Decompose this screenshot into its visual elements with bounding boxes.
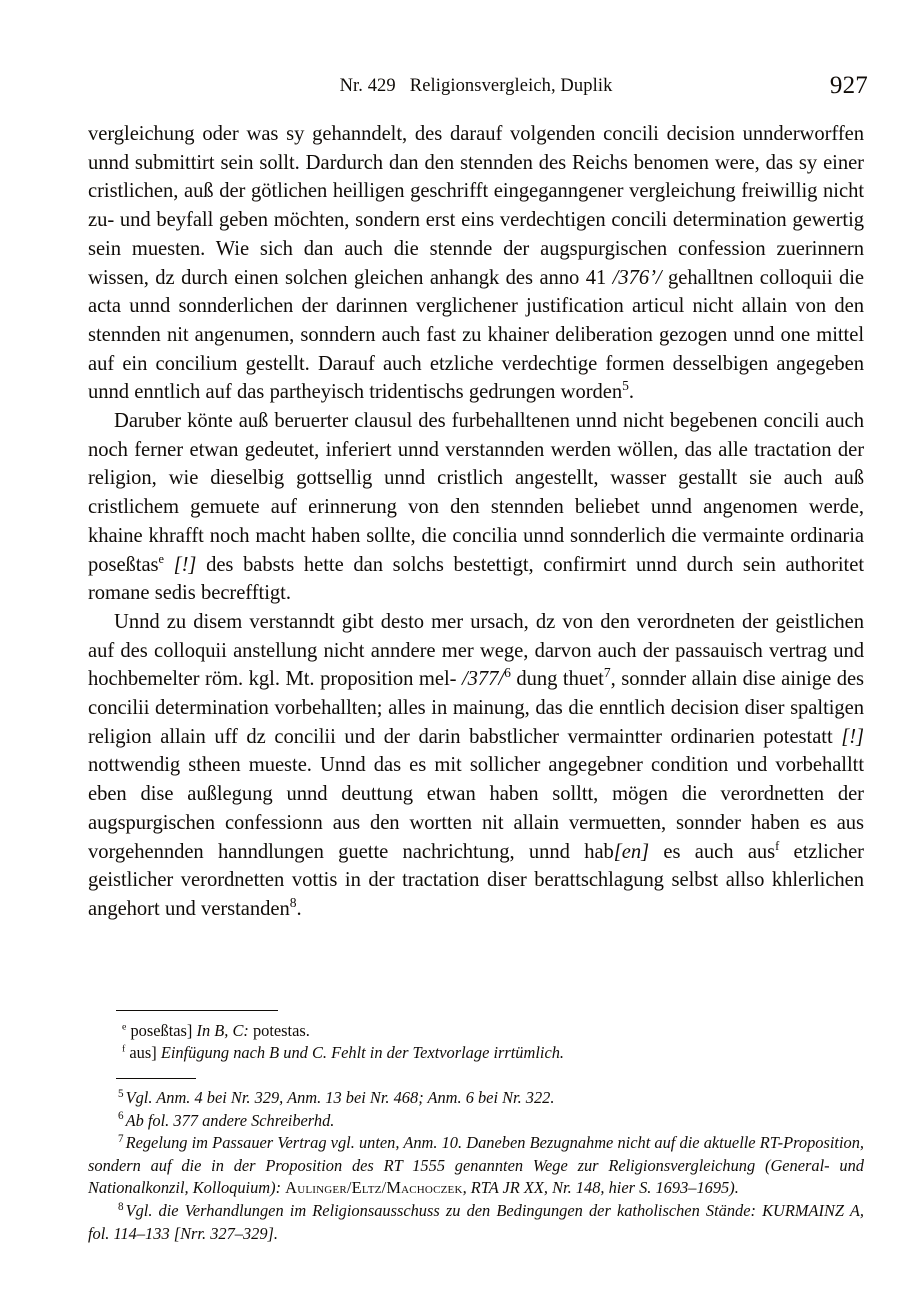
editorial-marker-sic-2: [!] — [841, 725, 864, 748]
apparatus-ref-f[interactable]: f — [775, 838, 780, 853]
document-title: Religionsvergleich, Duplik — [409, 76, 613, 96]
running-head-title — [88, 76, 864, 97]
footnotes-section — [88, 1078, 864, 1245]
footnote-number-7: 7 — [118, 1132, 124, 1145]
paragraph-1-text-part-3: . — [628, 381, 634, 404]
footnote-8-text-part-1: Vgl. die Verhandlungen im Religionsausschuss zu den Bedingungen der katholischen Stände: — [125, 1200, 763, 1220]
paragraph-3 — [88, 608, 864, 924]
running-head — [88, 72, 868, 106]
apparatus-ref-e[interactable]: e — [158, 551, 164, 566]
body-text — [88, 120, 864, 924]
apparatus-note-e — [88, 1020, 864, 1042]
editorial-supplement-en: [en] — [613, 840, 650, 863]
apparatus-lemma-f: aus] — [129, 1043, 157, 1063]
footnote-7-text-part-2: , RTA JR XX, Nr. 148, hier S. 1693–1695). — [462, 1178, 739, 1198]
paragraph-3-text-part-5: es auch aus — [649, 840, 776, 863]
paragraph-3-text-part-6: etzlicher geistlicher verordnetten vottis in der tractation diser berattschlagung selbst allso khlerlichen angehort und verstanden — [88, 840, 864, 920]
footnote-ref-6[interactable]: 6 — [504, 665, 511, 681]
paragraph-1-text-part-2: gehalltnen colloquii die acta unnd sonnderlichen der darinnen verglichener justification articul nicht allain von den stennden nit angenumen, sonndern auch fast zu khainer deliberation gezogen unnd one mittel auf ein concilium gestellt. Darauf auch etzliche verdechtige formen desselbigen angegeben unnd enntlich auf das partheyisch tridentischs gedrungen worden — [88, 266, 864, 404]
footnote-8-source: KURMAINZ A, fol. 114–133 [Nrr. 327–329]. — [88, 1200, 864, 1243]
apparatus-sigil-e: e — [122, 1021, 127, 1033]
footnote-8 — [88, 1200, 864, 1245]
apparatus-divider-rule — [116, 1010, 278, 1011]
page-number: 927 — [829, 72, 868, 99]
textual-apparatus — [88, 1010, 864, 1065]
footnote-ref-8[interactable]: 8 — [289, 895, 297, 911]
footnote-ref-5[interactable]: 5 — [622, 378, 629, 394]
footnote-divider-rule — [116, 1078, 196, 1079]
footnote-6 — [88, 1110, 864, 1133]
folio-marker-376: /376’/ — [612, 266, 662, 289]
apparatus-roman-e: potestas. — [248, 1021, 310, 1040]
paragraph-2 — [88, 407, 864, 608]
footnote-number-5: 5 — [118, 1087, 124, 1100]
editorial-marker-sic-1: [!] — [173, 553, 197, 576]
footnote-5-text: Vgl. Anm. 4 bei Nr. 329, Anm. 13 bei Nr. 468; Anm. 6 bei Nr. 322. — [125, 1088, 555, 1107]
paragraph-3-text-part-1: Unnd zu disem verstanndt gibt desto mer ursach, dz von den verordneten der geistlichen auf des colloquii anstellung nicht anndere mer wege, darvon auch der passauisch vertrag und hochbemelter röm. kgl. Mt. proposition mel- — [88, 610, 864, 691]
footnote-6-text: Ab fol. 377 andere Schreiberhd. — [125, 1110, 335, 1130]
footnote-7 — [88, 1132, 864, 1200]
apparatus-lemma-e: poseßtas] — [130, 1021, 193, 1040]
paragraph-2-text-part-2: des babsts hette dan solchs bestettigt, confirmirt unnd durch sein authoritet romane sedis becrefftigt. — [88, 553, 864, 605]
footnote-5 — [88, 1087, 864, 1110]
paragraph-1 — [88, 120, 864, 407]
apparatus-sigil-f: f — [122, 1043, 126, 1055]
paragraph-3-text-part-2: dung thuet — [510, 668, 604, 691]
paragraph-3-text-part-3: , sonnder allain dise ainige des concilii determination vorbehallten; alles in mainung, das die enntlich decision diser spaltigen religion allain uff dz concilii und der darin babstlicher vermaintter ordinarien potestatt — [88, 668, 865, 748]
footnote-ref-7[interactable]: 7 — [603, 665, 611, 681]
apparatus-italic-e: In B, C: — [196, 1021, 249, 1040]
paragraph-2-text-part-1: Daruber könte auß beruerter clausul des furbehalltenen unnd nicht begebenen concili auch noch ferner etwan gedeutet, inferiert unnd verstannden werden wöllen, das alle tractation der religion, wie dieselbig gottsellig unnd cristlich angestellt, wasser gestallt sie auch auß cristlichem gemuete auf erinnerung von den stennden beliebet unnd angenomen werde, khaine khrafft noch macht haben sollte, die concilia unnd sonnderlich die vermainte ordinaria poseßtas — [88, 410, 864, 576]
paragraph-3-text-part-7: . — [296, 897, 302, 920]
footnote-number-6: 6 — [118, 1110, 124, 1123]
apparatus-italic-f: Einfügung nach B und C. Fehlt in der Textvorlage irrtümlich. — [160, 1043, 565, 1063]
footnote-number-8: 8 — [118, 1200, 124, 1213]
apparatus-note-f — [88, 1042, 864, 1064]
paragraph-3-text-part-4: nottwendig stheen mueste. Unnd das es mit sollicher angegebner condition und vorbehalltt eben dise außlegung unnd deuttung etwan haben solltt, mögen die verordnetten der augspurgischen confessionn aus den wortten nit allain vermuetten, sonnder haben es aus vorgehennden hanndlungen guette nachrichtung, unnd hab — [88, 754, 864, 863]
paragraph-1-text-part-1: vergleichung oder was sy gehanndelt, des darauf volgenden concili decision unnderworffen unnd submittirt sein sollt. Dardurch dan den stennden des Reichs benomen were, das sy einer cristlichen, auß der götlichen heilligen geschrifft eingeganngener vergleichung freiwillig nicht zu- und beyfall geben möchten, sondern erst eins verdechtigen concili determination gewertig sein muesten. Wie sich dan auch die stennde der augspurgischen confession zuerinnern wissen, dz durch einen solchen gleichen anhangk des anno 41 — [88, 123, 864, 289]
document-number: Nr. 429 — [339, 76, 396, 96]
footnote-7-text-part-1: Regelung im Passauer Vertrag vgl. unten, Anm. 10. Daneben Bezugnahme nicht auf die aktuelle RT-Proposition, sondern auf die in der Proposition des RT 1555 genannten Wege zur Religionsvergleichung (General- und Nationalkonzil, Kolloquium): — [88, 1133, 864, 1198]
folio-marker-377: /377/ — [461, 668, 505, 691]
footnote-7-authors: Aulinger/Eltz/Machoczek — [285, 1178, 463, 1198]
